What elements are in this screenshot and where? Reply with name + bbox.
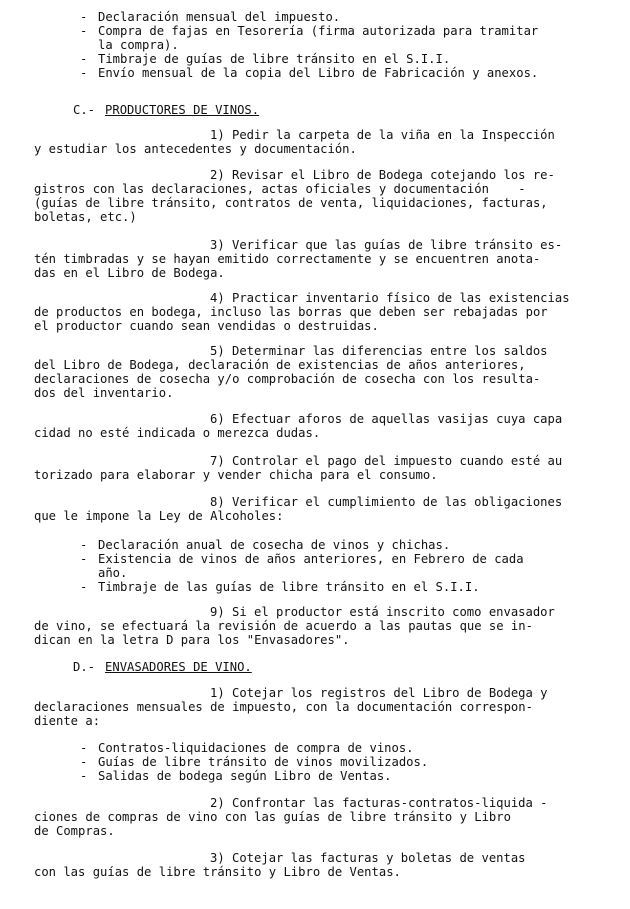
paragraph: 3) Cotejar las facturas y boletas de ventas con las guías de libre tránsito y Libro de Ventas.: [34, 851, 526, 879]
paragraph: 5) Determinar las diferencias entre los saldos del Libro de Bodega, declaración de existencias de años anteriores, declaraciones de cosecha y/o comprobación de cosecha con los resulta- dos del inventario.: [34, 344, 548, 400]
paragraph: 4) Practicar inventario físico de las existencias de productos en bodega, incluso las borras que deben ser rebajadas por el productor cuando sean vendidas o destruidas.: [34, 291, 570, 333]
section-title: ENVASADORES DE VINO.: [105, 660, 252, 674]
paragraph: 9) Si el productor está inscrito como envasador de vino, se efectuará la revisión de acuerdo a las pautas que se in- dican en la letra D para los "Envasadores".: [34, 605, 555, 647]
paragraph: 7) Controlar el pago del impuesto cuando esté au torizado para elaborar y vender chicha para el consumo.: [34, 454, 563, 482]
paragraph: 8) Verificar el cumplimiento de las obligaciones que le impone la Ley de Alcoholes:: [34, 495, 563, 523]
paragraph: 6) Efectuar aforos de aquellas vasijas cuya capa cidad no esté indicada o merezca dudas.: [34, 412, 563, 440]
paragraph: 2) Confrontar las facturas-contratos-liquida - ciones de compras de vino con las guías de libre tránsito y Libro de Compras.: [34, 796, 548, 838]
paragraph: 2) Revisar el Libro de Bodega cotejando los re- gistros con las declaraciones, actas oficiales y documentación - (guías de libre tránsito, contratos de venta, liquidaciones, facturas, boletas, etc.): [34, 168, 555, 224]
paragraph: 1) Pedir la carpeta de la viña en la Inspección y estudiar los antecedentes y documentación.: [34, 128, 555, 156]
section-title: PRODUCTORES DE VINOS.: [105, 103, 260, 117]
document-page: - Declaración mensual del impuesto. - Compra de fajas en Tesorería (firma autorizada para tramitar la compra). - Timbraje de guías de libre tránsito en el S.I.I. - Envío mensual de la copia del Libro de Fabricación y anexos. C.- PRODUCTORES DE VINOS. 1) Pedir la carpeta de la viña en la Inspección y estudiar los antecedentes y documentación. 2) Revisar el Libro de Bodega cotejando los re- gistros con las declaraciones, actas oficiales y documentación - (guías de libre tránsito, contratos de venta, liquidaciones, facturas, boletas, etc.) 3) Verificar que las guías de libre tránsito es- tén timbradas y se hayan emitido correctamente y se encuentren anota- das en el Libro de Bodega. 4) Practicar inventario físico de las existencias de productos en bodega, incluso las borras que deben ser rebajadas por el productor cuando sean vendidas o destruidas. 5) Determinar las diferencias entre los saldos del Libro de Bodega, declaración de existencias de años anteriores, declaraciones de cosecha y/o comprobación de cosecha con los resulta- dos del inventario. 6) Efectuar aforos de aquellas vasijas cuya capa cidad no esté indicada o merezca dudas. 7) Controlar el pago del impuesto cuando esté au torizado para elaborar y vender chicha para el consumo. 8) Verificar el cumplimiento de las obligaciones que le impone la Ley de Alcoholes: - Declaración anual de cosecha de vinos y chichas. - Existencia de vinos de años anteriores, en Febrero de cada año. - Timbraje de las guías de libre tránsito en el S.I.I. 9) Si el productor está inscrito como envasador de vino, se efectuará la revisión de acuerdo a las pautas que se in- dican en la letra D para los "Envasadores". D.- ENVASADORES DE VINO. 1) Cotejar los registros del Libro de Bodega y declaraciones mensuales de impuesto, con la documentación correspon- diente a: - Contratos-liquidaciones de compra de vinos. - Guías de libre tránsito de vinos movilizados. - Salidas de bodega según Libro de Ventas. 2) Confrontar las facturas-contratos-liquida - ciones de compras de vino con las guías de libre tránsito y Libro de Compras. 3) Cotejar las facturas y boletas de ventas con las guías de libre tránsito y Libro de Ventas.: [0, 0, 630, 909]
paragraph: 3) Verificar que las guías de libre tránsito es- tén timbradas y se hayan emitido correctamente y se encuentren anota- das en el Libro de Bodega.: [34, 238, 563, 280]
section-heading: D.- ENVASADORES DE VINO.: [73, 660, 252, 674]
paragraph: 1) Cotejar los registros del Libro de Bodega y declaraciones mensuales de impuesto, con la documentación correspon- diente a:: [34, 686, 548, 728]
section-heading: C.- PRODUCTORES DE VINOS.: [73, 103, 260, 117]
